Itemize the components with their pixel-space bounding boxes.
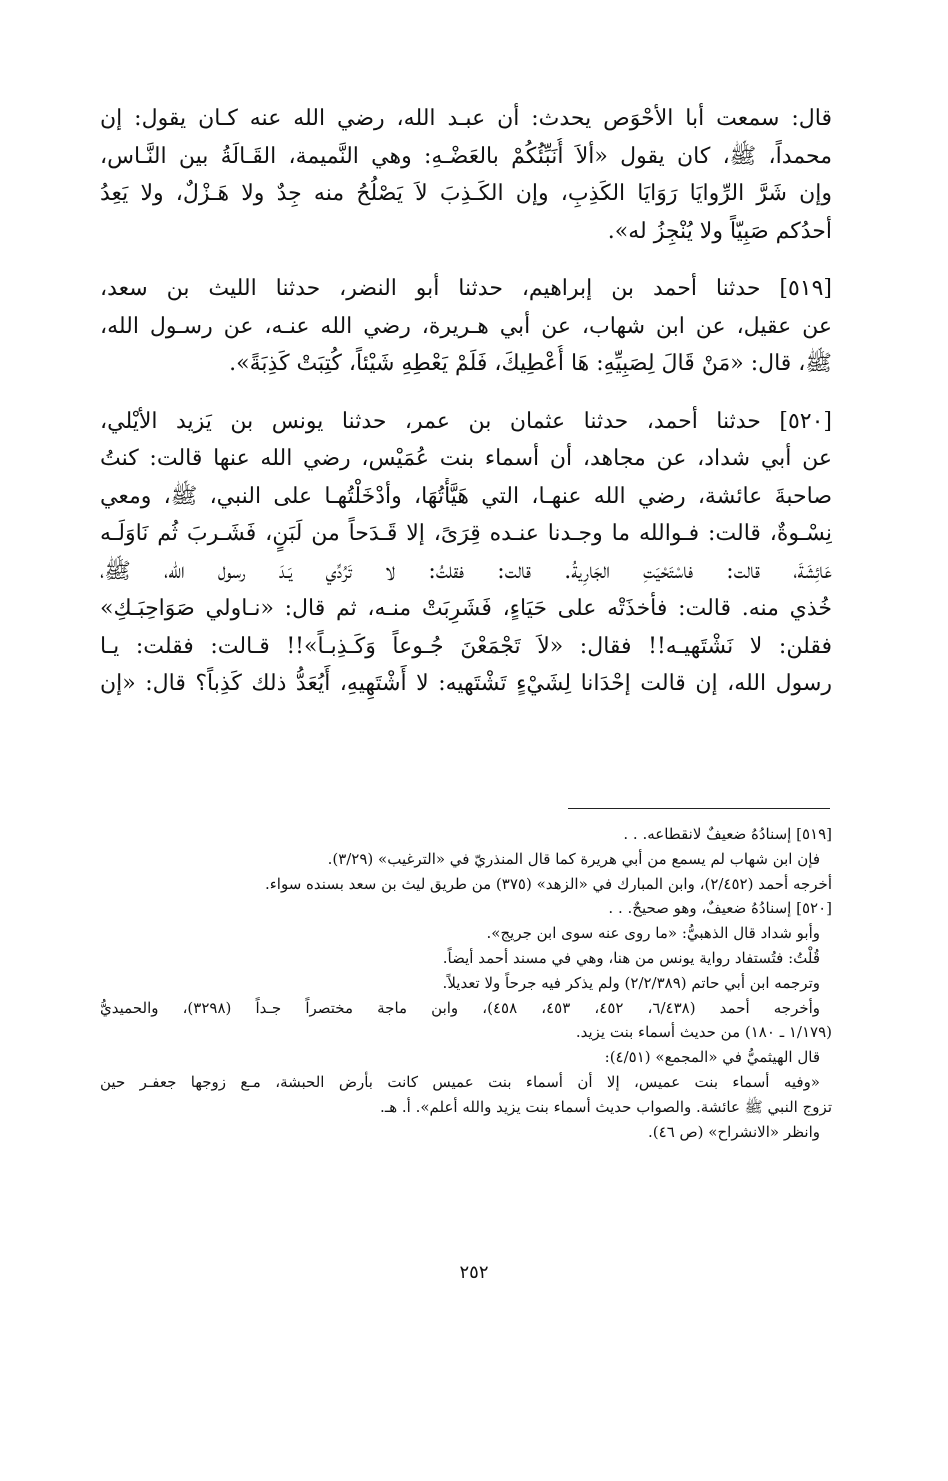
text-line: ﷺ، قال: «مَنْ قَالَ لِصَبِيِّهِ: هَا أُعْطِيكَ، فَلَمْ يَعْطِهِ شَيْئاً، كُتِبَتْ كَذِبَةً». [229,351,832,376]
footnote-line: قُلْتُ: فتُستفاد رواية يونس من هنا، وهي في مسند أحمد أيضاً. [442,948,820,967]
footnote-line: أخرجه أحمد (٢/٤٥٢)، وابن المبارك في «الزهد» (٣٧٥) من طريق ليث بن سعد بسنده سواء. [264,874,832,893]
footnote-line: (١/١٧٩ ـ ١٨٠) من حديث أسماء بنت يزيد. [575,1023,832,1042]
text-line: خُذي منه. قالت: فأخذَتْه على حَيَاءٍ، فَشَرِبَتْ منـه، ثم قال: «نـاولي صَوَاحِبَـكِ» [100,596,832,621]
text-line: قال: سمعت أبا الأحْوَص يحدث: أن عبـد الله، رضي الله عنه كـان يقول: إن [100,106,832,131]
footnote-line: وترجمه ابن أبي حاتم (٢/٢/٣٨٩) ولم يذكر فيه جرحاً ولا تعديلاً. [442,973,820,992]
text-line: [٥١٩] حدثنا أحمد بن إبراهيم، حدثنا أبو النضر، حدثنا الليث بن سعد، [100,276,832,301]
paragraph-520 [100,403,832,703]
text-line: نِسْـوةٌ، قالت: فـوالله ما وجـدنا عنـده قِرَىً، إلا قَـدَحاً من لَبَنٍ، فَشَـربَ ثُم نَاوَلَـه [100,521,832,546]
footnote-line: قال الهيثميُّ في «المجمع» (٤/٥١): [604,1048,820,1067]
text-line: رسول الله، إن قالت إحْدَانا لِشَيْءٍ تَشْتَهيه: لا أَشْتَهِيهِ، أَيُعَدُّ ذلك كَذِباً؟ قال: «إن [100,671,832,696]
footnote-line: [٥٢٠] إسنادُهُ ضعيفٌ، وهو صحيحٌ. . . [608,899,832,918]
text-line: فقلن: لا نَشْتَهيـه!! فقال: «لاَ تَجْمَعْنَ جُـوعاً وَكَـذِبـاً»!! قـالت: فقلت: يـا [100,633,832,659]
text-line: عَائِشَةَ، قالت: فاسْتَحْيَتِ الجَارِيةُ. قالت: فقلتُ: لا تَرُدِّي يَـدَ رسول الله، ﷺ، [100,558,832,584]
footnote-line: وانظر «الانشراح» (ص ٤٦). [648,1122,820,1141]
text-line: عن أبي شداد، عن مجاهد، أن أسماء بنت عُمَيْس، رضي الله عنها قالت: كنتُ [100,446,832,471]
paragraph-519 [100,270,832,383]
text-line: وإن شَرَّ الرِّوايَا رَوَايَا الكَذِبِ، وإن الكَـذِبَ لاَ يَصْلُحُ منه جِدٌ ولا هَـزْلٌ، ولا يَعِدُ [100,181,832,206]
text-line: عن عقيل، عن ابن شهاب، عن أبي هـريرة، رضي الله عنـه، عن رسـول الله، [100,313,832,339]
text-line: محمداً، ﷺ، كان يقول «ألاَ أُنَبِّئُكُمْ بالعَضْـهِ: وهي النَّميمة، القَـالَةُ بين النَّـاس، [100,143,832,169]
text-line: [٥٢٠] حدثنا أحمد، حدثنا عثمان بن عمر، حدثنا يونس بن يَزيد الأيْلي، [100,408,832,434]
paragraph-intro [100,100,832,250]
page-number: ٢٥٢ [459,1262,489,1283]
footnotes [100,822,832,1144]
footnote-line: «وفيه أسماء بنت عميس، إلا أن أسماء بنت عميس كانت بأرض الحبشة، مـع زوجها جعفـر حين [100,1072,820,1091]
footnote-line: فإن ابن شهاب لم يسمع من أبي هريرة كما قال المنذريّ في «الترغيب» (٣/٢٩). [327,849,820,868]
footnote-divider [568,808,830,809]
footnote-line: [٥١٩] إسنادُهُ ضعيفٌ لانقطاعه. . . [623,825,832,843]
footnote-line: وأبو شداد قال الذهبيُّ: «ما روى عنه سوى ابن جريج». [486,924,820,943]
main-text [100,100,832,723]
footnote-line: وأخرجه أحمد (٦/٤٣٨، ٤٥٢، ٤٥٣، ٤٥٨)، وابن ماجة مختصراً جـداً (٣٢٩٨)، والحميديُّ [100,998,821,1017]
text-line: صاحبةَ عائشة، رضي الله عنهـا، التي هَيَّأْتُهَا، وأدْخَلْتُهـا على النبي، ﷺ، ومعي [100,483,832,509]
footnote-line: تزوج النبي ﷺ عائشة. والصواب حديث أسماء بنت يزيد والله أعلم». أ. هـ. [380,1097,832,1116]
text-line: أحدُكم صَبِيّاً ولا يُنْجِزُ له». [607,218,832,244]
